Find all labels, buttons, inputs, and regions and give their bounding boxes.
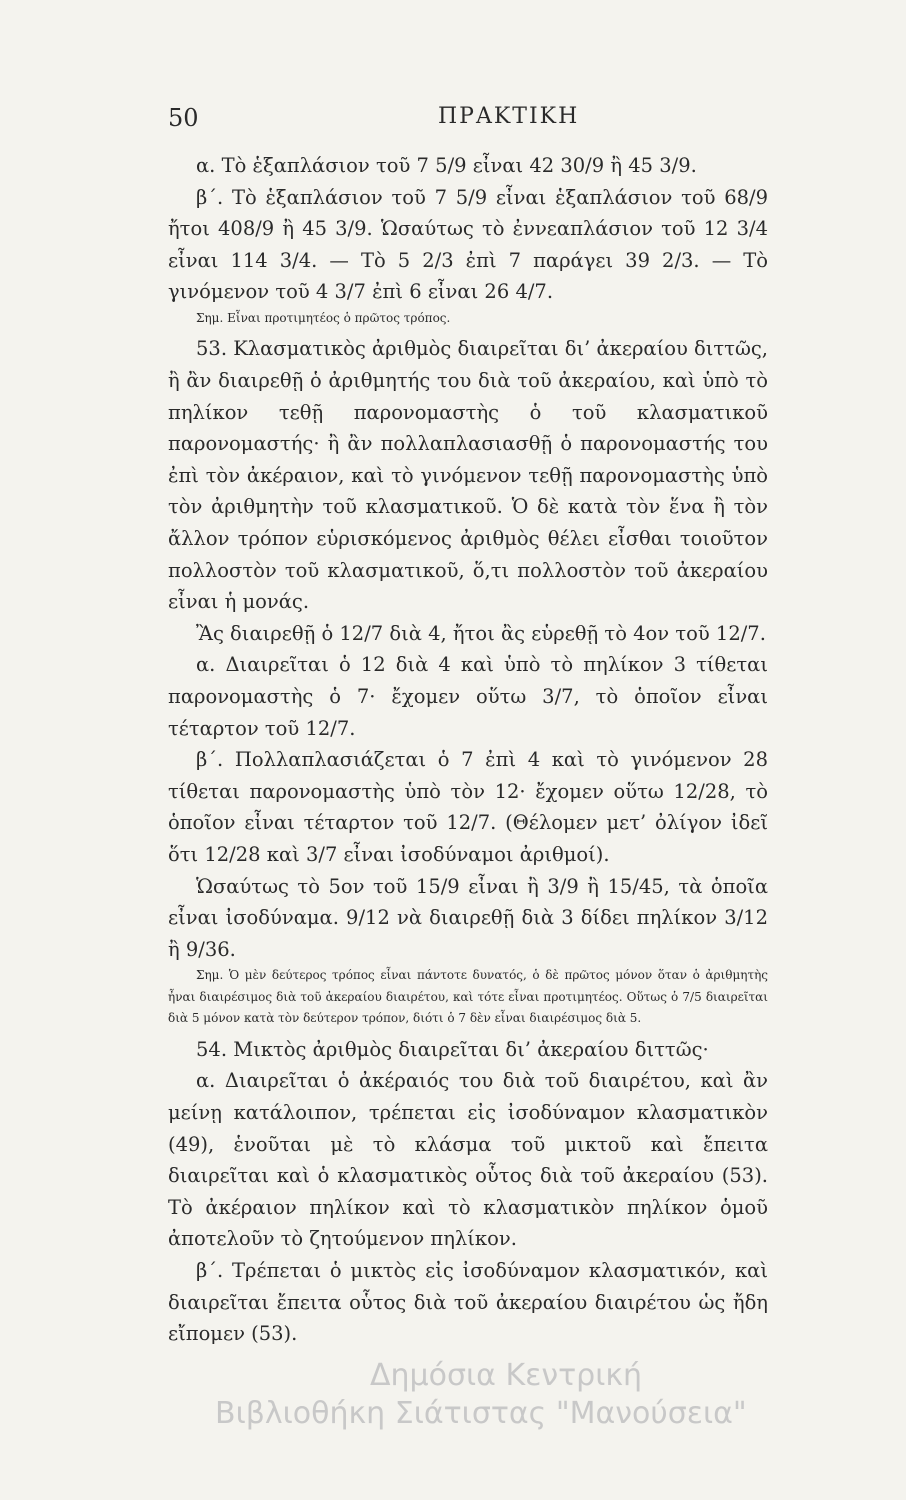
paragraph: Ἂς διαιρεθῇ ὁ 12/7 διὰ 4, ἤτοι ἂς εὑρεθῇ τὸ 4ον τοῦ 12/7. [196, 621, 766, 645]
paragraph: β΄. Τρέπεται ὁ μικτὸς εἰς ἰσοδύναμον κλασματικόν, καὶ διαιρεῖται ἔπειτα οὗτος διὰ τοῦ ἀκεραίου διαιρέτου ὡς ἤδη εἴπομεν (53). [168, 1259, 768, 1346]
paragraph: β΄. Τὸ ἑξαπλάσιον τοῦ 7 5/9 εἶναι ἑξαπλάσιον τοῦ 68/9 ἤτοι 408/9 ἢ 45 3/9. Ὡσαύτως τὸ ἐννεαπλάσιον τοῦ 12 3/4 εἶναι 114 3/4. — Τὸ 5 2/3 ἐπὶ 7 παράγει 39 2/3. — Τὸ γινόμενον τοῦ 4 3/7 ἐπὶ 6 εἶναι 26 4/7. [168, 185, 768, 304]
page-body [168, 150, 768, 1350]
page-header [168, 104, 768, 144]
paragraph: Ὡσαύτως τὸ 5ον τοῦ 15/9 εἶναι ἢ 3/9 ἢ 15/45, τὰ ὁποῖα εἶναι ἰσοδύναμα. 9/12 νὰ διαιρεθῇ διὰ 3 δίδει πηλίκον 3/12 ἢ 9/36. [168, 874, 768, 961]
footnote: Σημ. Ὁ μὲν δεύτερος τρόπος εἶναι πάντοτε δυνατός, ὁ δὲ πρῶτος μόνον ὅταν ὁ ἀριθμητὴς ἦναι διαιρέσιμος διὰ τοῦ ἀκεραίου διαιρέτου, καὶ τότε εἶναι προτιμητέος. Οὕτως ὁ 7/5 διαιρεῖται διὰ 5 μόνον κατὰ τὸν δεύτερον τρόπον, διότι ὁ 7 δὲν εἶναι διαιρέσιμος διὰ 5. [168, 968, 768, 1026]
paragraph: 54. Μικτὸς ἀριθμὸς διαιρεῖται δι’ ἀκεραίου διττῶς· [196, 1037, 709, 1061]
library-watermark-line2: Βιβλιοθήκη Σιάτιστας "Μανούσεια" [215, 1396, 747, 1431]
library-watermark-line1: Δημόσια Κεντρική [370, 1358, 643, 1393]
paragraph: α. Τὸ ἑξαπλάσιον τοῦ 7 5/9 εἶναι 42 30/9 ἢ 45 3/9. [196, 154, 697, 177]
footnote: Σημ. Εἶναι προτιμητέος ὁ πρῶτος τρόπος. [196, 310, 451, 325]
running-head: ΠΡΑΚΤΙΚΗ [438, 104, 580, 129]
paragraph: α. Διαιρεῖται ὁ ἀκέραιός του διὰ τοῦ διαιρέτου, καὶ ἂν μείνῃ κατάλοιπον, τρέπεται εἰς ἰσοδύναμον κλασματικὸν (49), ἑνοῦται μὲ τὸ κλάσμα τοῦ μικτοῦ καὶ ἔπειτα διαιρεῖται καὶ ὁ κλασματικὸς οὗτος διὰ τοῦ ἀκεραίου (53). Τὸ ἀκέραιον πηλίκον καὶ τὸ κλασματικὸν πηλίκον ὁμοῦ ἀποτελοῦν τὸ ζητούμενον πηλίκον. [168, 1069, 768, 1251]
paragraph: 53. Κλασματικὸς ἀριθμὸς διαιρεῖται δι’ ἀκεραίου διττῶς, ἢ ἂν διαιρεθῇ ὁ ἀριθμητής του διὰ τοῦ ἀκεραίου, καὶ ὑπὸ τὸ πηλίκον τεθῇ παρονομαστὴς ὁ τοῦ κλασματικοῦ παρονομαστής· ἢ ἂν πολλαπλασιασθῇ ὁ παρονομαστής του ἐπὶ τὸν ἀκέραιον, καὶ τὸ γινόμενον τεθῇ παρονομαστὴς ὑπὸ τὸν ἀριθμητὴν τοῦ κλασματικοῦ. Ὁ δὲ κατὰ τὸν ἕνα ἢ τὸν ἄλλον τρόπον εὑρισκόμενος ἀριθμὸς θέλει εἶσθαι τοιοῦτον πολλοστὸν τοῦ κλασματικοῦ, ὅ,τι πολλοστὸν τοῦ ἀκεραίου εἶναι ἡ μονάς. [168, 337, 768, 614]
paragraph: α. Διαιρεῖται ὁ 12 διὰ 4 καὶ ὑπὸ τὸ πηλίκον 3 τίθεται παρονομαστὴς ὁ 7· ἔχομεν οὕτω 3/7, τὸ ὁποῖον εἶναι τέταρτον τοῦ 12/7. [168, 653, 768, 740]
page-number: 50 [168, 104, 199, 132]
paragraph: β΄. Πολλαπλασιάζεται ὁ 7 ἐπὶ 4 καὶ τὸ γινόμενον 28 τίθεται παρονομαστὴς ὑπὸ τὸν 12· ἔχομεν οὕτω 12/28, τὸ ὁποῖον εἶναι τέταρτον τοῦ 12/7. (Θέλομεν μετ’ ὀλίγον ἰδεῖ ὅτι 12/28 καὶ 3/7 εἶναι ἰσοδύναμοι ἀριθμοί). [168, 748, 768, 866]
